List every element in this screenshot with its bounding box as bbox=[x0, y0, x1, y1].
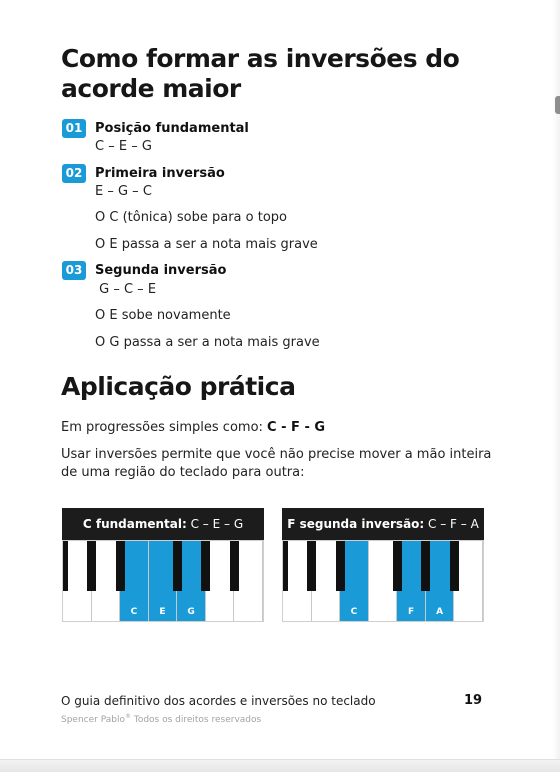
inversion-paragraph-line-1: Usar inversões permite que você não precise mover a mão inteira bbox=[61, 447, 492, 462]
step-badge-01: 01 bbox=[62, 119, 86, 138]
key-note-label: E bbox=[159, 607, 166, 617]
black-key bbox=[307, 541, 316, 591]
black-key bbox=[450, 541, 459, 591]
page-shadow bbox=[552, 0, 560, 760]
step-badge-02: 02 bbox=[62, 164, 86, 183]
step-02-detail-2: O E passa a ser a nota mais grave bbox=[95, 237, 318, 252]
rights-text: Todos os direitos reservados bbox=[130, 715, 262, 725]
step-03-detail-1: O E sobe novamente bbox=[95, 308, 231, 323]
keyboard-header-bold: F segunda inversão: bbox=[287, 517, 425, 531]
black-key bbox=[421, 541, 430, 591]
black-key bbox=[283, 541, 288, 591]
black-key bbox=[173, 541, 182, 591]
keyboard-keys bbox=[282, 540, 484, 622]
progression-chords: C - F - G bbox=[267, 420, 326, 435]
step-title-01: Posição fundamental bbox=[95, 121, 249, 136]
black-key bbox=[116, 541, 125, 591]
section-title: Aplicação prática bbox=[61, 372, 296, 401]
footer-book-title: O guia definitivo dos acordes e inversões no teclado bbox=[61, 694, 376, 708]
keyboard-c-fundamental bbox=[62, 508, 264, 622]
keyboard-header bbox=[282, 508, 484, 540]
key-note-label: F bbox=[407, 607, 415, 617]
page-bottom-edge bbox=[0, 759, 560, 772]
black-key bbox=[201, 541, 210, 591]
step-title-03: Segunda inversão bbox=[95, 263, 227, 278]
progression-text: Em progressões simples como: bbox=[61, 420, 268, 435]
keyboard-f-second-inversion bbox=[282, 508, 484, 622]
page-number: 19 bbox=[464, 693, 483, 708]
black-key bbox=[230, 541, 239, 591]
registered-mark: ® bbox=[124, 713, 131, 720]
black-key bbox=[87, 541, 96, 591]
black-key bbox=[393, 541, 402, 591]
inversion-paragraph-line-2: de uma região do teclado para outra: bbox=[61, 465, 305, 480]
key-note-label: C bbox=[350, 607, 358, 617]
step-03-detail-2: O G passa a ser a nota mais grave bbox=[95, 335, 320, 350]
key-note-label: G bbox=[187, 607, 195, 617]
step-01-notes: C – E – G bbox=[95, 139, 152, 154]
page-title: Como formar as inversões do acorde maior bbox=[61, 44, 460, 103]
key-note-label: A bbox=[436, 607, 444, 617]
inversion-paragraph bbox=[61, 446, 491, 482]
black-key bbox=[336, 541, 345, 591]
black-key bbox=[63, 541, 68, 591]
footer-copyright bbox=[61, 713, 261, 725]
step-title-02: Primeira inversão bbox=[95, 166, 225, 181]
keyboard-header-bold: C fundamental: bbox=[82, 517, 187, 531]
keyboard-header bbox=[62, 508, 264, 540]
step-02-notes: E – G – C bbox=[95, 184, 152, 199]
progression-paragraph bbox=[61, 419, 325, 437]
scrollbar-thumb[interactable] bbox=[555, 96, 560, 114]
step-03-notes: G – C – E bbox=[95, 282, 157, 297]
step-02-detail-1: O C (tônica) sobe para o topo bbox=[95, 210, 287, 225]
keyboard-header-notes: C – F – A bbox=[424, 517, 479, 531]
author-name: Spencer Pablo bbox=[61, 715, 125, 725]
key-note-label: C bbox=[130, 607, 138, 617]
keyboard-keys bbox=[62, 540, 264, 622]
step-badge-03: 03 bbox=[62, 261, 86, 280]
keyboard-header-notes: C – E – G bbox=[186, 517, 244, 531]
